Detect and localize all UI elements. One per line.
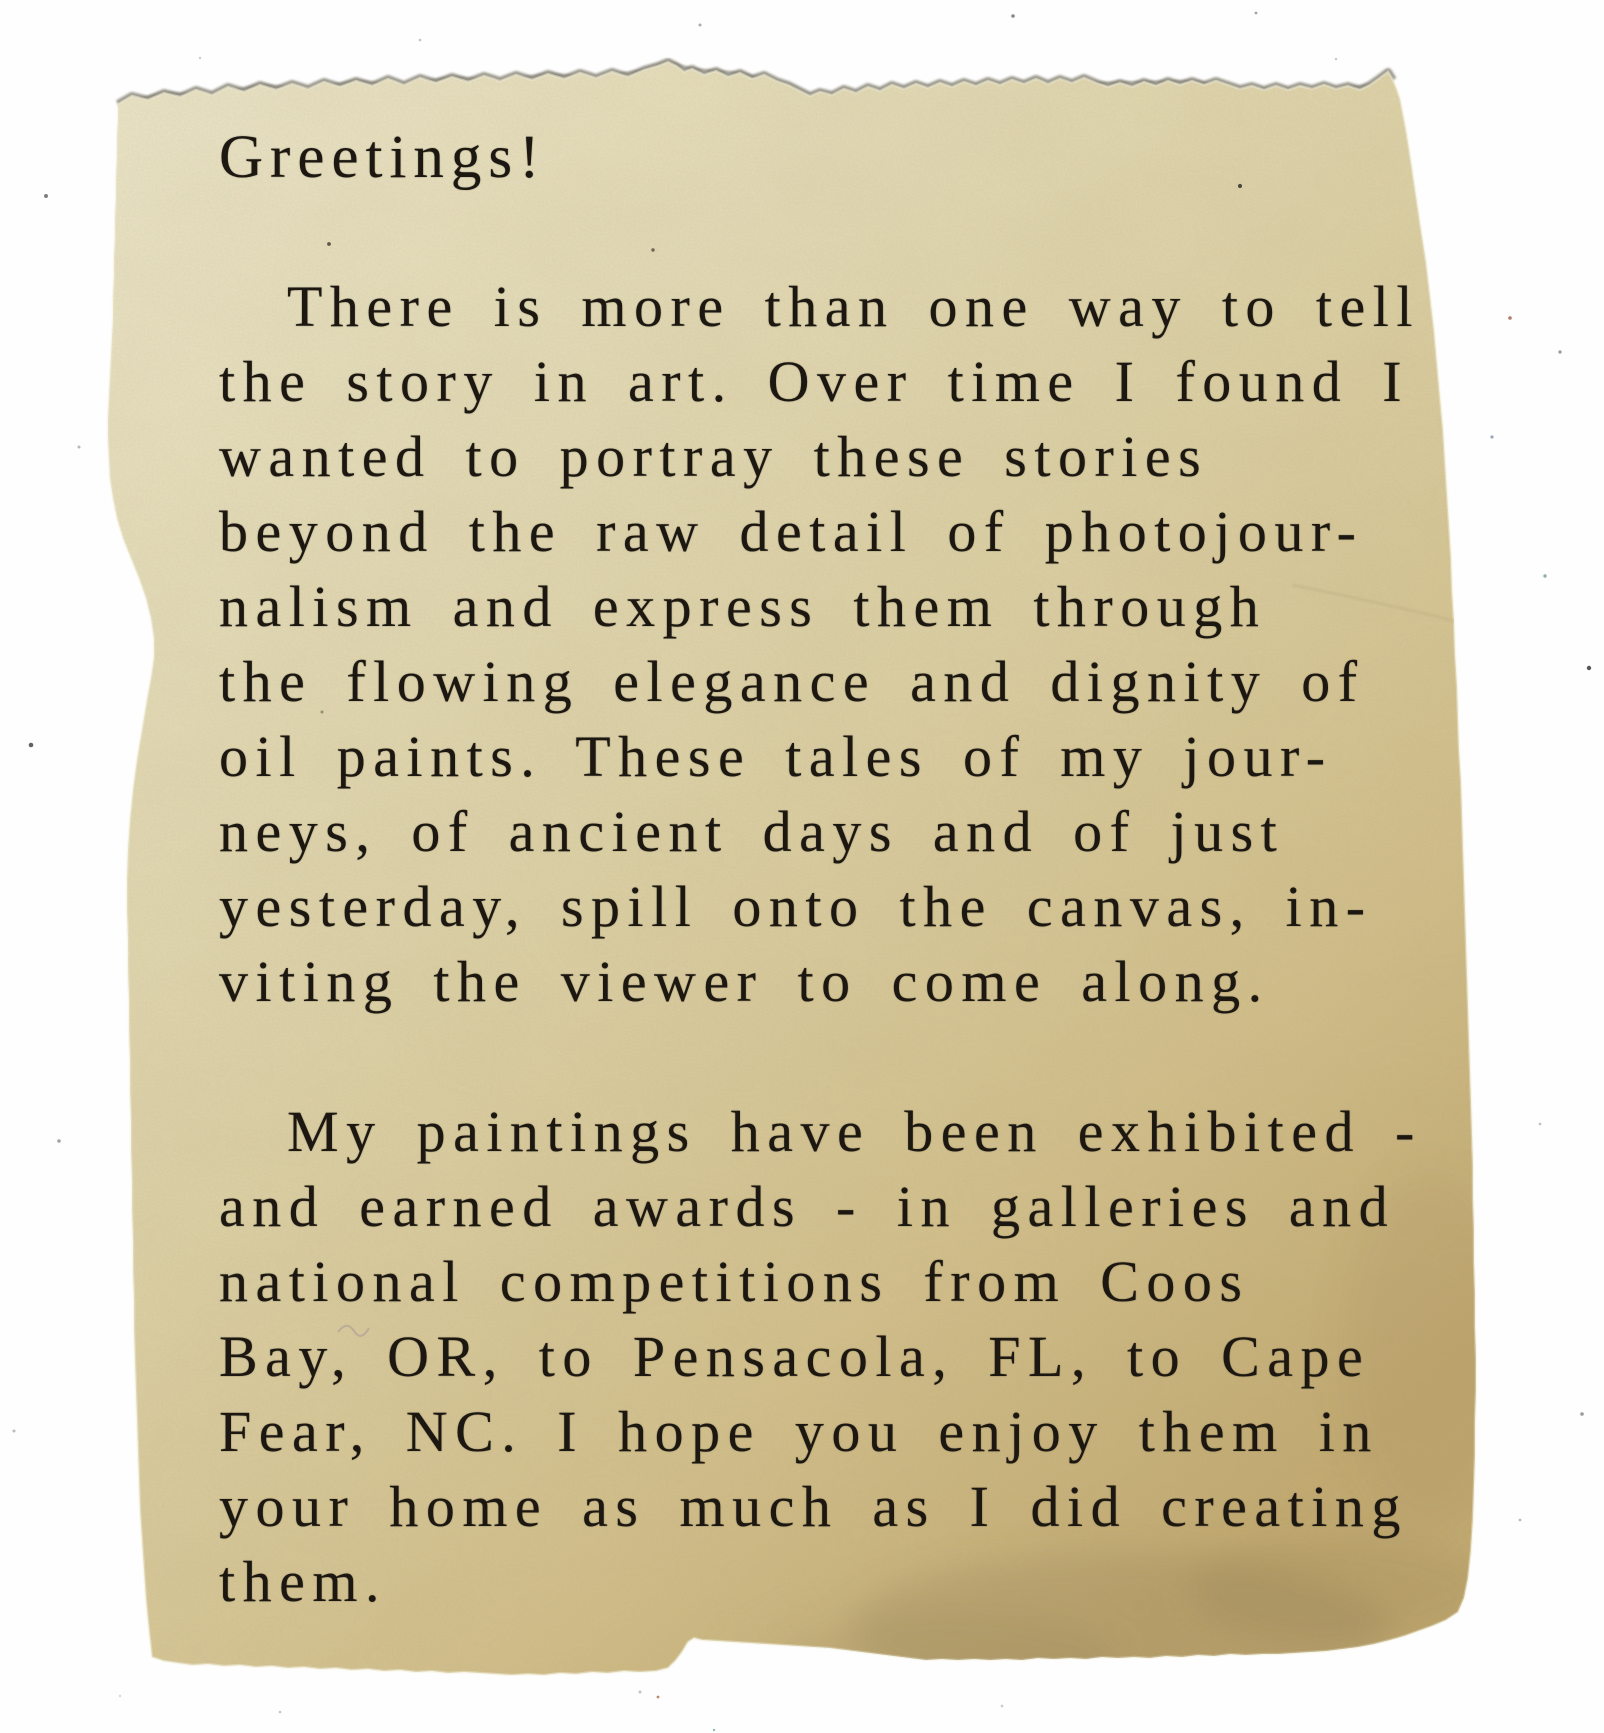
- greeting-line: Greetings!: [219, 124, 547, 191]
- text-line: nalism and express them through: [219, 574, 1267, 639]
- text-line: and earned awards - in galleries and: [219, 1174, 1396, 1239]
- paragraph-2: [219, 1094, 1422, 1619]
- text-line: neys, of ancient days and of just: [219, 799, 1285, 864]
- text-line: beyond the raw detail of photojour-: [219, 499, 1364, 564]
- text-line: Fear, NC. I hope you enjoy them in: [219, 1399, 1379, 1464]
- text-line: your home as much as I did creating: [219, 1474, 1408, 1539]
- text-line: yesterday, spill onto the canvas, in-: [219, 874, 1373, 939]
- text-line: the flowing elegance and dignity of: [219, 649, 1365, 714]
- text-line: viting the viewer to come along.: [219, 949, 1270, 1014]
- text-line: the story in art. Over time I found I: [219, 349, 1410, 414]
- paragraph-1: [219, 269, 1420, 1019]
- text-line: national competitions from Coos: [219, 1249, 1250, 1314]
- text-line: them.: [219, 1549, 387, 1614]
- text-line: Bay, OR, to Pensacola, FL, to Cape: [219, 1324, 1371, 1389]
- text-line: wanted to portray these stories: [219, 424, 1209, 489]
- text-line: There is more than one way to tell: [287, 274, 1421, 339]
- text-line: oil paints. These tales of my jour-: [219, 724, 1333, 789]
- text-line: My paintings have been exhibited -: [287, 1099, 1422, 1164]
